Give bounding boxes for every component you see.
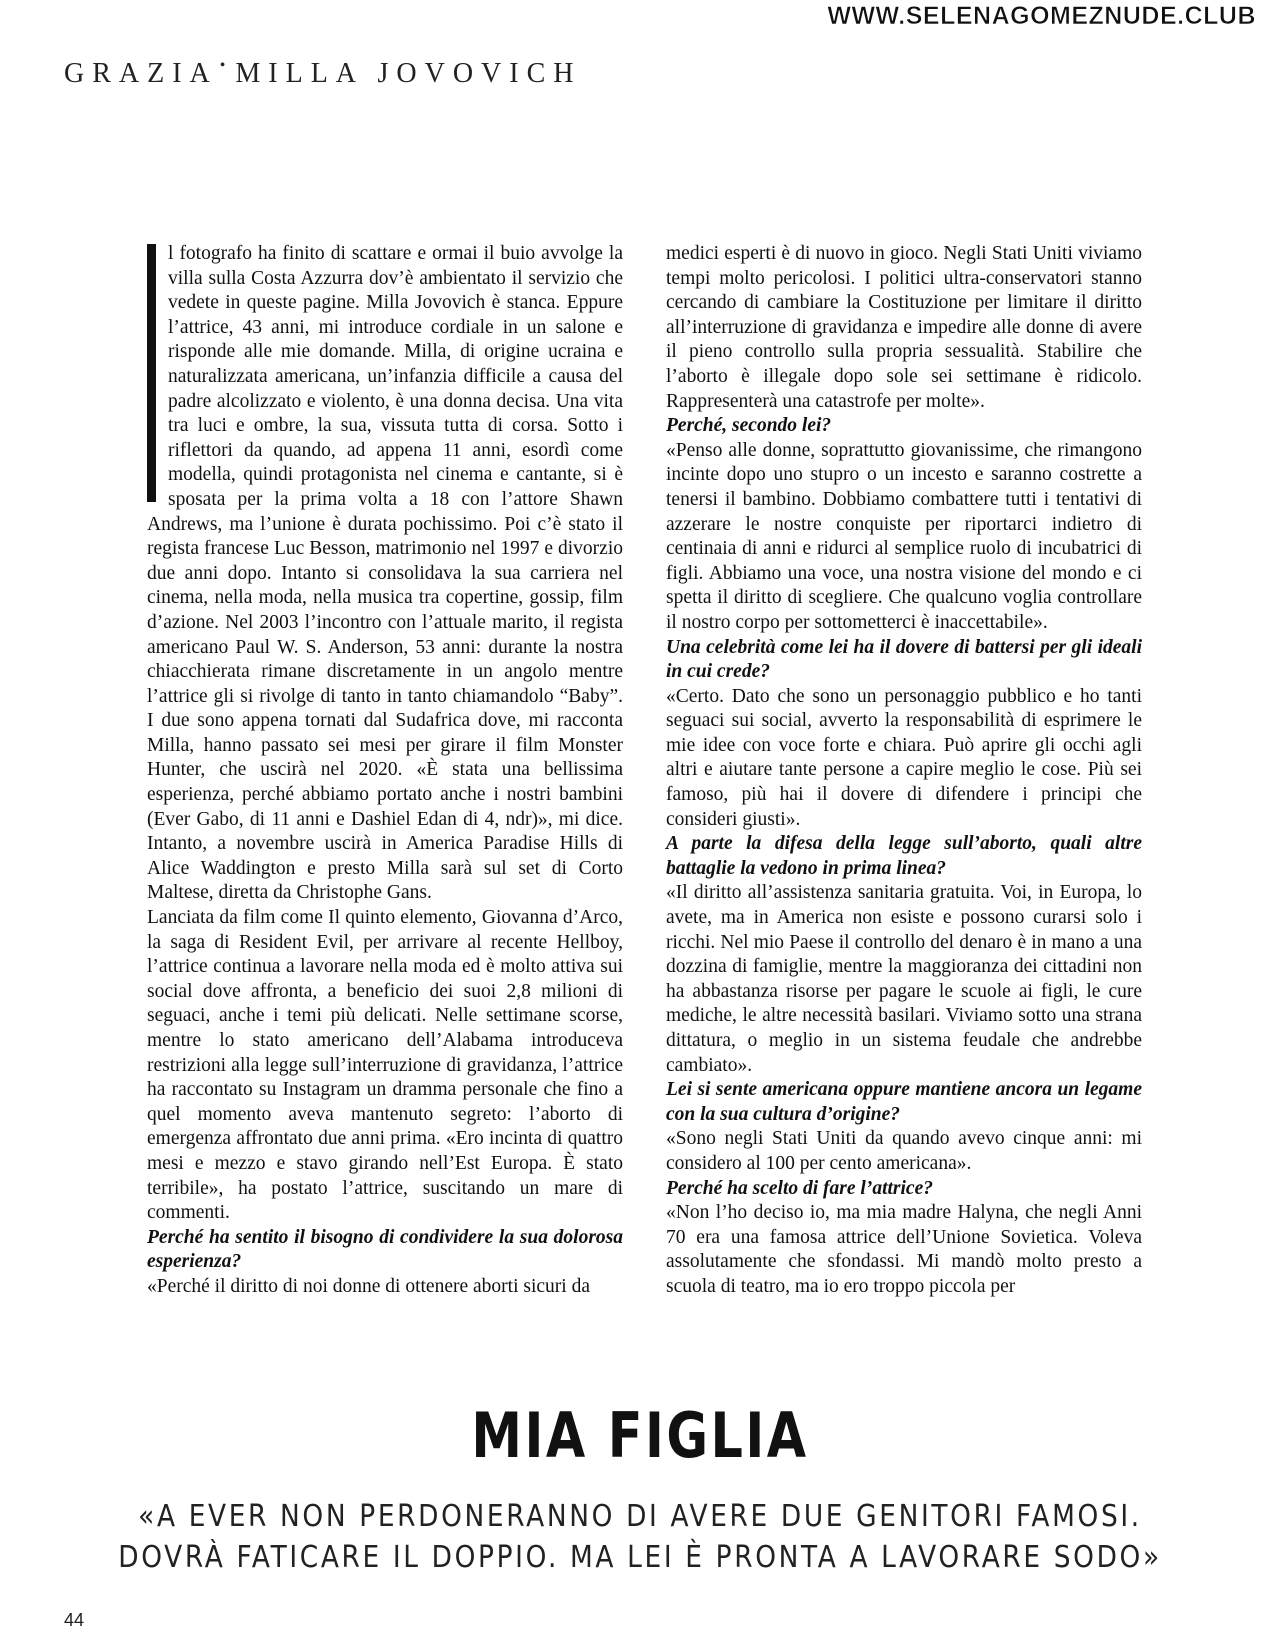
interview-question: Perché ha sentito il bisogno di condividere la sua dolorosa esperienza? <box>147 1226 623 1273</box>
page-number: 44 <box>64 1610 85 1630</box>
article-subject: MILLA JOVOVICH <box>235 58 582 89</box>
interview-question: Lei si sente americana oppure mantiene ancora un legame con la sua cultura d’origine? <box>666 1079 1142 1125</box>
article-paragraph: «Perché il diritto di noi donne di ottenere aborti sicuri da <box>147 1275 590 1297</box>
article-paragraph: Lanciata da film come Il quinto elemento, Giovanna d’Arco, la saga di Resident Evil, per arrivare al recente Hellboy, l’attrice continua a lavorare nella moda ed è molto attiva sui social dove affronta, a beneficio dei suoi 2,8 milioni di seguaci, anche i temi più delicati. Nelle settimane scorse, mentre lo stato americano dell’Alabama introduceva restrizioni alla legge sull’interruzione di gravidanza, l’attrice ha raccontato su Instagram un dramma personale che fino a quel momento aveva mantenuto segreto: l’aborto di emergenza affrontato due anni prima. «Ero incinta di quattro mesi e mezzo e stavo girando nell’Est Europa. È stato terribile», ha postato l’attrice, suscitando un mare di commenti. <box>147 907 623 1224</box>
article-paragraph: «Penso alle donne, soprattutto giovanissime, che rimangono incinte dopo uno stupro o un incesto e saranno costrette a tenersi il bambino. Dobbiamo combattere tutti i tentativi di azzerare le nostre conquiste per riportarci indietro di centinaia di anni e ridurci al semplice ruolo di incubatrici di figli. Abbiamo una voce, una nostra visione del mondo e ci spetta il diritto di scegliere. Che qualcuno voglia controllare il nostro corpo per sottometterci è inaccettabile». <box>666 439 1142 633</box>
article-paragraph: «Certo. Dato che sono un personaggio pubblico e ho tanti seguaci sui social, avverto la responsabilità di esprimere le mie idee con voce forte e chiara. Può aprire gli occhi agli altri e aiutare tante persone a capire meglio le cose. Più sei famoso, più hai il dovere di difendere i principi che consideri giusti». <box>666 685 1142 830</box>
watermark-text: WWW.SELENAGOMEZNUDE.CLUB <box>827 2 1256 30</box>
article-paragraph: l fotografo ha finito di scattare e ormai il buio avvolge la villa sulla Costa Azzurra dov’è ambientato il servizio che vedete in queste pagine. Milla Jovovich è stanca. Eppure l’attrice, 43 anni, mi introduce cordiale in un salone e risponde alle mie domande. Milla, di origine ucraina e naturalizzata americana, un’infanzia difficile a causa del padre alcolizzato e violento, è una donna decisa. Una vita tra luci e ombre, la sua, vissuta tutta di corsa. Sotto i riflettori da quando, ad appena 11 anni, esordì come modella, quindi protagonista nel cinema e cantante, si è sposata per la prima volta a 18 con l’attore Shawn Andrews, ma l’unione è durata pochissimo. Poi c’è stato il regista francese Luc Besson, matrimonio nel 1997 e divorzio due anni dopo. Intanto si consolidava la sua carriera nel cinema, nella moda, nella musica tra copertine, gossip, film d’azione. Nel 2003 l’incontro con l’attuale marito, il regista americano Paul W. S. Anderson, 53 anni: durante la nostra chiacchierata rimane discretamente in un angolo mentre l’attrice gli si rivolge di tanto in tanto chiamandolo “Baby”. I due sono appena tornati dal Sudafrica dove, mi racconta Milla, hanno passato sei mesi per girare il film Monster Hunter, che uscirà nel 2020. «È stata una bellissima esperienza, perché abbiamo portato anche i nostri bambini (Ever Gabo, di 11 anni e Dashiel Edan di 4, ndr)», mi dice. Intanto, a novembre uscirà in America Paradise Hills di Alice Waddington e presto Milla sarà sul set di Corto Maltese, diretta da Christophe Gans. <box>147 243 623 904</box>
masthead-separator: • <box>219 57 226 74</box>
article-column-right <box>666 242 1142 1300</box>
article-paragraph: «Non l’ho deciso io, ma mia madre Halyna, che negli Anni 70 era una famosa attrice dell’Unione Sovietica. Voleva assolutamente che sfondassi. Mi mandò molto presto a scuola di teatro, ma io ero troppo piccola per <box>666 1202 1142 1297</box>
pull-quote <box>77 1496 1203 1578</box>
magazine-name: GRAZIA <box>64 58 218 89</box>
dropcap-bar <box>147 244 156 502</box>
pull-quote-title: MIA FIGLIA <box>471 1399 809 1472</box>
interview-question: A parte la difesa della legge sull’aborto, quali altre battaglie la vedono in prima linea? <box>666 833 1142 879</box>
article-paragraph: «Sono negli Stati Uniti da quando avevo cinque anni: mi considero al 100 per cento americana». <box>666 1128 1142 1174</box>
interview-question: Perché ha scelto di fare l’attrice? <box>666 1177 933 1199</box>
interview-question: Una celebrità come lei ha il dovere di battersi per gli ideali in cui crede? <box>666 636 1142 683</box>
article-paragraph: medici esperti è di nuovo in gioco. Negli Stati Uniti viviamo tempi molto pericolosi. I politici ultra-conservatori stanno cercando di cambiare la Costituzione per limitare il diritto all’interruzione di gravidanza e impedire alle donne di avere il pieno controllo sulla propria sessualità. Stabilire che l’aborto è illegale dopo sole sei settimane è ridicolo. Rappresenterà una catastrofe per molte». <box>666 243 1142 412</box>
article-column-left <box>147 242 623 1300</box>
pull-quote-line: «A EVER NON PERDONERANNO DI AVERE DUE GENITORI FAMOSI. <box>138 1499 1142 1534</box>
masthead <box>64 58 581 90</box>
pull-quote-line: DOVRÀ FATICARE IL DOPPIO. MA LEI È PRONTA A LAVORARE SODO» <box>118 1540 1162 1575</box>
interview-question: Perché, secondo lei? <box>666 415 832 437</box>
article-paragraph: «Il diritto all’assistenza sanitaria gratuita. Voi, in Europa, lo avete, ma in America non esiste e possono curarsi solo i ricchi. Nel mio Paese il controllo del denaro è in mano a una dozzina di famiglie, mentre la maggioranza dei cittadini non ha abbastanza risorse per pagare le scuole ai figli, le cure mediche, le altre necessità basilari. Viviamo sotto una strana dittatura, o meglio in un sistema feudale che andrebbe cambiato». <box>666 882 1142 1076</box>
